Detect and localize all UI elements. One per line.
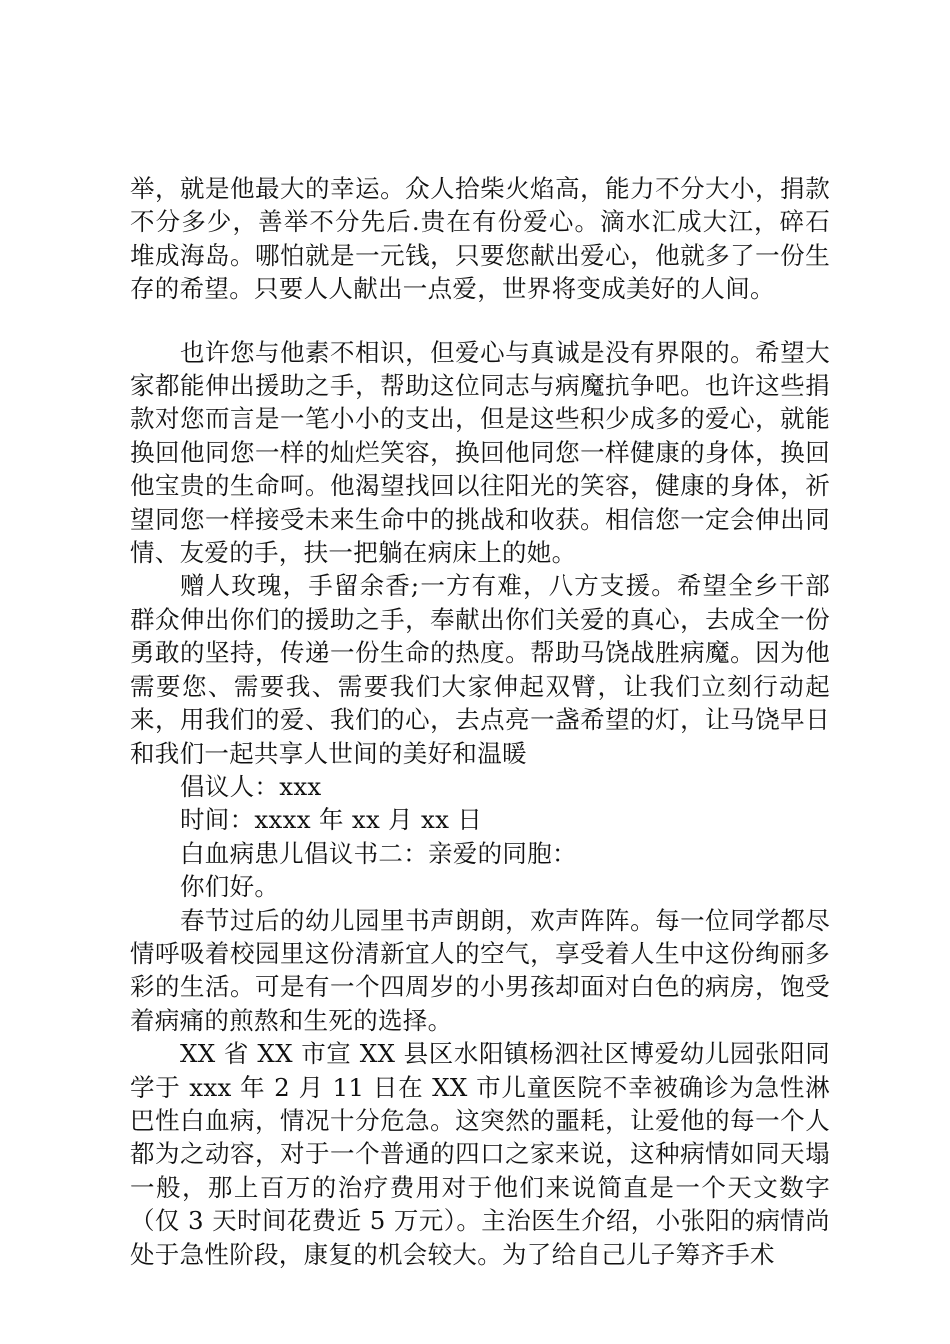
proposer-line: 倡议人：xxx [180, 771, 322, 801]
paragraph: 也许您与他素不相识，但爱心与真诚是没有界限的。希望大家都能伸出援助之手，帮助这位同志与病魔抗争吧。也许这些捐款对您而言是一笔小小的支出，但是这些积少成多的爱心，就能换回他同您一样的灿烂笑容，换回他同您一样健康的身体，换回他宝贵的生命呵。他渴望找回以往阳光的笑容，健康的身体，祈望同您一样接受未来生命中的挑战和收获。相信您一定会伸出同情、友爱的手，扶一把躺在病床上的她。 [130, 337, 830, 568]
paragraph-continuation: 举，就是他最大的幸运。众人拾柴火焰高，能力不分大小，捐款不分多少，善举不分先后.贵在有份爱心。滴水汇成大江，碎石堆成海岛。哪怕就是一元钱，只要您献出爱心，他就多了一份生存的希望。只要人人献出一点爱，世界将变成美好的人间。 [130, 174, 830, 304]
greeting-line: 你们好。 [180, 872, 280, 902]
second-letter-title: 白血病患儿倡议书二：亲爱的同胞： [180, 838, 577, 868]
paragraph: 春节过后的幼儿园里书声朗朗，欢声阵阵。每一位同学都尽情呼吸着校园里这份清新宜人的空气，享受着人生中这份绚丽多彩的生活。可是有一个四周岁的小男孩却面对白色的病房，饱受着病痛的煎熬和生死的选择。 [130, 905, 830, 1035]
date-line: 时间：xxxx 年 xx 月 xx 日 [180, 805, 483, 835]
document-page [130, 172, 830, 1271]
paragraph: 赠人玫瑰，手留余香;一方有难，八方支援。希望全乡干部群众伸出你们的援助之手，奉献出你们关爱的真心，去成全一份勇敢的坚持，传递一份生命的热度。帮助马饶战胜病魔。因为他需要您、需要我、需要我们大家伸起双臂，让我们立刻行动起来，用我们的爱、我们的心，去点亮一盏希望的灯，让马饶早日和我们一起共享人世间的美好和温暖 [130, 571, 830, 768]
paragraph-spacer [130, 306, 830, 336]
paragraph: XX 省 XX 市宣 XX 县区水阳镇杨泗社区博爱幼儿园张阳同学于 xxx 年 2 月 11 日在 XX 市儿童医院不幸被确诊为急性淋巴性白血病，情况十分危急。这突然的噩耗，让爱他的每一个人都为之动容，对于一个普通的四口之家来说，这种病情如同天塌一般，那上百万的治疗费用对于他们来说简直是一个天文数字（仅 3 天时间花费近 5 万元）。主治医生介绍，小张阳的病情尚处于急性阶段，康复的机会较大。为了给自己儿子筹齐手术 [130, 1039, 830, 1269]
